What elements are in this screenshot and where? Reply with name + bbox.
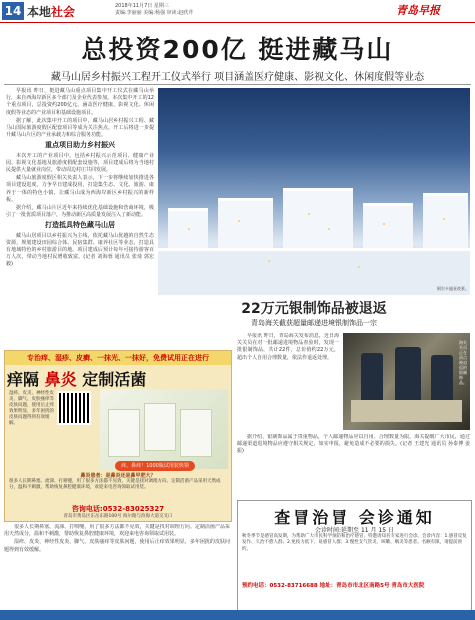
advertisement[interactable]	[4, 350, 232, 522]
header-info	[115, 3, 193, 17]
notice-subtitle: 会诊时间:延期至 11 月 15 日	[315, 527, 394, 534]
photo-caption-vertical: 海关关员正在清点被退返的银制饰品。	[459, 340, 467, 385]
lead-paragraph: 据了解，此次集中开工的项目中，藏马山居乡村振兴工程、藏马山国际旅游度假区配套项目等成为关注焦点，开工后将进一步提升藏马山片区的产业承载力和综合服务功能。	[6, 117, 154, 139]
lead-paragraph: 早报讯 昨日，挺进藏马山重点项目集中开工仪式在藏马山举行，来自西海岸新区多个部门及企业代表参加。本次集中开工的12个重点项目，总投资约200亿元，涵盖医疗健康、影视文化、休闲度假等业态的产业项目和基础设施项目。	[6, 88, 154, 116]
ad-body-text: 很多人长期鼻塞、流涕、打喷嚏，用了很多方法都不见效，关键是找对调理方向。定制活菌产品采用天然成分，温和不刺激，帮助恢复鼻腔健康环境，欢迎来电咨询领取试用装。	[9, 479, 221, 490]
main-headline: 总投资200亿 挺进藏马山	[81, 35, 394, 64]
silver-subheadline: 青岛海关截获超量邮递进境银制饰品一宗	[251, 319, 377, 327]
ad-phone: 咨询电话:0532-83025327	[71, 505, 165, 513]
divider	[4, 84, 471, 85]
notice-phone: 预约电话：0532-83716688 地址：青岛市市北区南路5号 青岛市大医院	[242, 583, 425, 589]
customs-photo	[343, 333, 470, 430]
ad-title-part: 定制活菌	[82, 370, 147, 389]
section-heading: 打造抵具特色藏马山居	[45, 221, 115, 230]
lead-paragraph: 本次开工的产业项目中，包括乡村振兴示范项目、健康产业园、影视文化基地及旅游度假配套设施等，项目建成后将为当地村民提供大量就业岗位，带动周边村庄共同发展。	[6, 152, 154, 174]
ad-title-part: 痒隔	[7, 370, 40, 389]
page-number: 14	[2, 2, 24, 20]
clinic-notice	[237, 500, 472, 612]
silver-paragraph: 据介绍，银制饰品属于贵重物品，个人邮递物品应以自用、合理数量为限。海关提醒广大市民，通过邮递渠道进境物品应遵守相关规定，如实申报，避免造成不必要的损失。(记者 王建光 通讯员 孙泰博 姜振)	[237, 434, 470, 455]
lower-paragraph: 湿疹、皮炎、神经性皮炎、脚气、皮肤瘙痒等皮肤问题，使用后止痒效果明显，多年困扰的皮肤问题得到有效缓解。	[4, 539, 230, 553]
notice-body: 秋冬季节是感冒高发期，为帮助广大市民科学预防和治疗感冒，特邀请知名专家进行会诊。会诊内容：1.感冒反复发作、久治不愈人群；2.免疫力低下、易感冒人群；3.慢性支气管炎、咳嗽、咽炎等患者。名额有限，请提前预约。	[242, 534, 467, 552]
snow-town-photo	[158, 88, 470, 295]
photo-caption: 阿尔卡迪亚夜景。	[437, 286, 469, 291]
sub-headline: 藏马山居乡村振兴工程开工仪式举行 项目涵盖医疗健康、影视文化、休闲度假等业态	[50, 72, 425, 83]
ad-body	[9, 473, 227, 491]
section-label: 本地	[27, 5, 52, 19]
ad-title	[7, 367, 146, 390]
date-line: 2018年11月7日 星期三	[115, 3, 169, 9]
lead-paragraph: 藏马山居项目以乡村振兴为主线，依托藏马山优越的自然生态资源，规划建设田园综合体、民宿集群、康养社区等业态，打造具有地域特色的乡村旅游目的地。项目建成后预计每年可接待游客百万人次，带动当地村民增收致富。(记者 刘海蓉 通讯员 张琦 郭宏毅)	[6, 232, 154, 268]
section-accent: 社会	[51, 5, 76, 19]
silver-paragraph: 早报讯 昨日，青岛海关发布消息，近日海关关员在对一批邮递进境物品查验时，发现一批银制饰品，共计22件，总价值约22万元，超出个人自用合理数量，依法作退返处理。	[237, 333, 339, 361]
notice-title: 查冒治冒 会诊通知	[274, 508, 435, 527]
ad-body-heading: 鼻炎患者：是鼻炎还是鼻甲肥大？	[80, 473, 156, 479]
section-heading: 重点项目助力乡村振兴	[45, 141, 115, 150]
ad-left-text: 湿疹、皮炎、神经性皮炎、脚气、皮肤瘙痒等皮肤问题，使用后止痒效果明显，多年困扰的皮肤问题得到有效缓解。	[9, 391, 54, 426]
ad-address: 青岛市黄岛区东岳东路100号 海尔路与滨海大道交叉口	[63, 514, 173, 519]
lead-paragraph: 藏马山旅游度假区相关负责人表示，下一步将继续加快推进各项目建设进度，力争早日建成投用，打造集生态、文化、旅游、康养于一体的特色小镇，让藏马山成为西海岸新区乡村振兴的新样板。	[6, 175, 154, 203]
section-name	[27, 3, 75, 20]
silver-headline: 22万元银制饰品被退返	[241, 301, 387, 317]
ad-banner: 专治痒、湿疹、皮癣、一抹光、一抹好，免费试用正在进行	[5, 351, 231, 365]
lead-article-column	[6, 88, 154, 270]
ad-title-red: 鼻炎	[44, 370, 77, 389]
editor-line: 责编:李丽丽 美编:杨强 审读:赵欣芹	[115, 10, 194, 16]
silver-article-text-2	[237, 434, 470, 496]
lower-paragraph: 很多人长期鼻塞、流涕、打喷嚏，用了很多方法都不见效，关键是找对调理方向。定制活菌产品采用天然成分，温和不刺激，帮助恢复鼻腔健康环境，欢迎来电咨询领取试用装。	[4, 524, 230, 538]
silver-article-text	[237, 333, 339, 430]
product-image	[100, 389, 228, 469]
page-footer	[0, 610, 475, 620]
lead-paragraph: 据介绍，藏马山片区近年来持续优化基础设施和营商环境，吸引了一批优质项目落户，为推动新区高质量发展注入了新动能。	[6, 205, 154, 219]
newspaper-logo: 青岛早报	[396, 4, 440, 17]
ad-badge: 痒、鼻痒！1000瓶试用装快领	[115, 461, 195, 471]
lower-article	[4, 524, 230, 608]
qr-code-icon[interactable]	[57, 391, 91, 425]
